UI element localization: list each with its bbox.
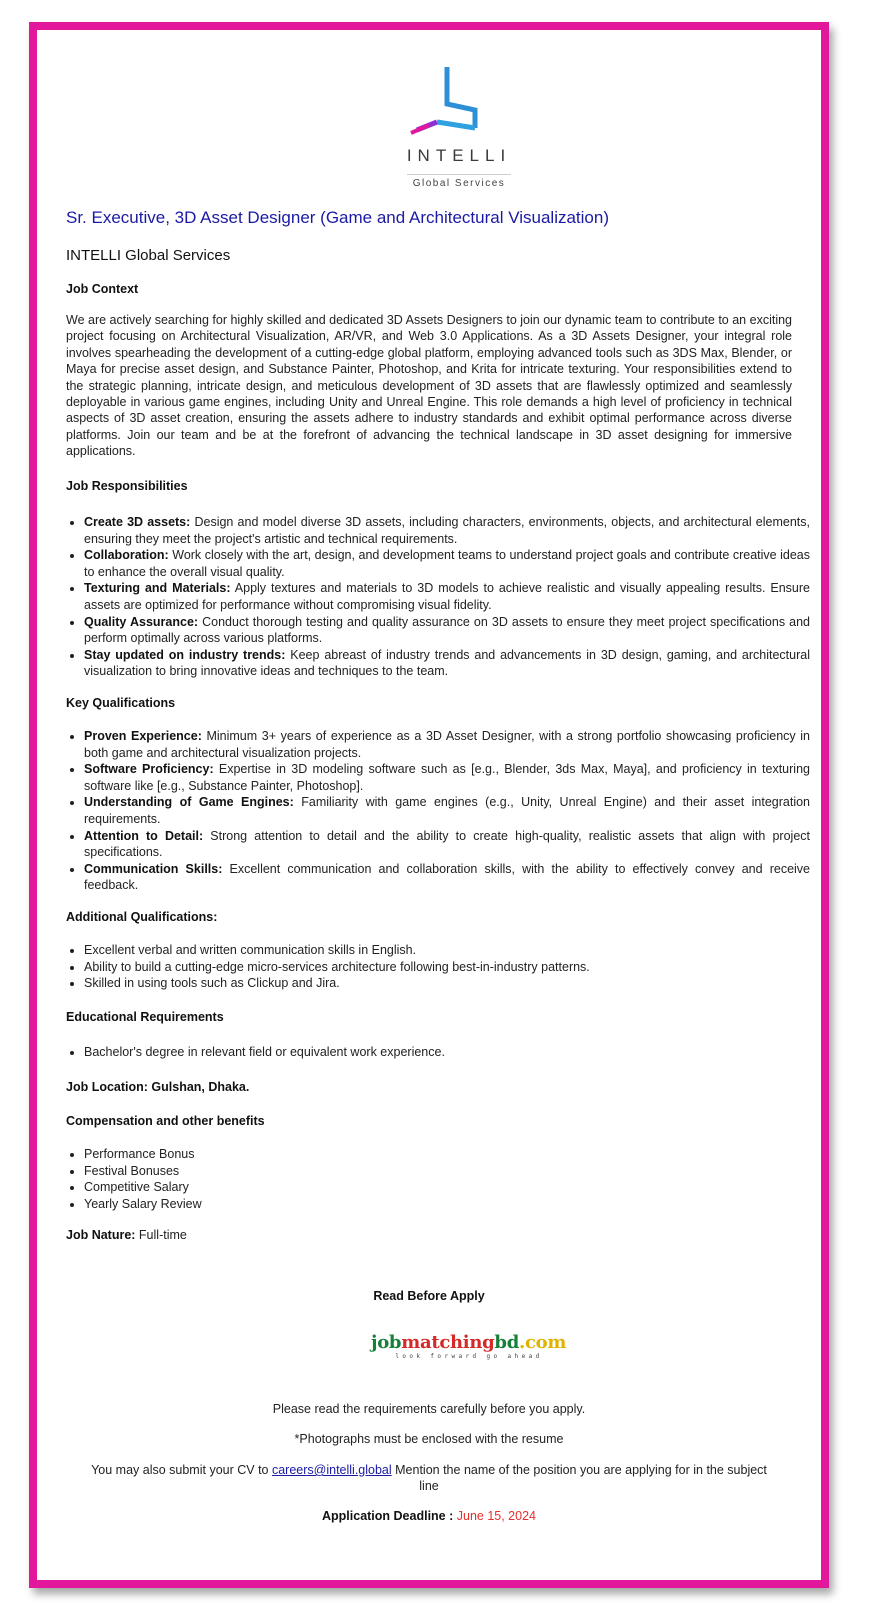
company-name: INTELLI Global Services <box>66 247 231 264</box>
key-qualification-item-text: Expertise in 3D modeling software such as [e.g., Blender, 3ds Max, Maya], and proficiency in texturing software like [e.g., Substance Painter, Photoshop]. <box>84 762 810 793</box>
additional-qualification-item: • Ability to build a cutting-edge micro-services architecture following best-in-industry patterns. <box>84 959 810 976</box>
jm-logo-com: .com <box>518 1332 567 1353</box>
education-heading: Educational Requirements <box>66 1010 224 1024</box>
responsibilities-heading: Job Responsibilities <box>66 479 188 493</box>
job-context-heading: Job Context <box>66 282 139 296</box>
responsibility-item <box>84 647 810 680</box>
logo-tagline: Global Services <box>412 178 506 189</box>
responsibility-item-label: Stay updated on industry trends: <box>84 647 286 662</box>
job-nature <box>66 1228 792 1242</box>
photo-note: *Photographs must be enclosed with the resume <box>294 1432 564 1446</box>
key-qualification-item-label: Communication Skills: <box>84 861 223 876</box>
responsibility-item-text: Design and model diverse 3D assets, including characters, environments, objects, and architectural elements, ensuring they meet the project's artistic and technical requirements. <box>84 515 811 546</box>
key-qualification-item <box>84 828 810 861</box>
jm-logo-job: job <box>371 1332 402 1353</box>
cv-submit-suffix: Mention the name of the position you are applying for in the subject line <box>391 1463 767 1493</box>
benefit-item: • Competitive Salary <box>84 1179 810 1196</box>
responsibility-item-label: Texturing and Materials: <box>84 581 231 596</box>
key-qualification-item-label: Attention to Detail: <box>84 828 204 843</box>
key-qualification-item <box>84 761 810 794</box>
responsibility-item-label: Collaboration: <box>84 548 169 563</box>
intelli-logo-icon <box>389 65 529 145</box>
benefits-heading: Compensation and other benefits <box>66 1114 265 1128</box>
responsibility-item <box>84 514 810 547</box>
jm-logo-bd: bd <box>494 1332 519 1353</box>
application-deadline <box>66 1509 792 1523</box>
careers-email-link[interactable]: careers@intelli.global <box>271 1463 392 1477</box>
responsibility-item-text: Work closely with the art, design, and development teams to understand project goals and contribute creative ideas to enhance the overall visual quality. <box>84 548 810 579</box>
key-qualifications-heading: Key Qualifications <box>66 696 176 710</box>
key-qualifications-list <box>66 728 810 894</box>
key-qualification-item-text: Strong attention to detail and the ability to create high-quality, realistic assets that align with project specifications. <box>84 828 810 860</box>
key-qualification-item <box>84 861 810 894</box>
benefit-item: • Yearly Salary Review <box>84 1196 810 1213</box>
apply-note: Please read the requirements carefully before you apply. <box>272 1402 586 1416</box>
deadline-date: June 15, 2024 <box>456 1509 536 1523</box>
logo-divider <box>407 174 511 175</box>
key-qualification-item <box>84 728 810 761</box>
key-qualification-item-label: Proven Experience: <box>84 729 202 743</box>
key-qualification-item-label: Software Proficiency: <box>84 762 214 777</box>
deadline-label: Application Deadline : <box>322 1509 457 1523</box>
education-list <box>66 1044 810 1061</box>
key-qualification-item-text: Excellent communication and collaboration skills, with the ability to effectively convey and receive feedback. <box>84 861 810 893</box>
jobmatchingbd-logo <box>371 1332 566 1362</box>
intelli-logo <box>389 65 529 195</box>
jm-logo-matching: matching <box>401 1332 495 1353</box>
key-qualification-item <box>84 794 810 827</box>
job-post-frame <box>29 22 829 1588</box>
key-qualification-item-text: Minimum 3+ years of experience as a 3D Asset Designer, with a strong portfolio showcasing proficiency in both game and architectural visualization projects. <box>84 729 811 760</box>
responsibility-item <box>84 614 810 647</box>
additional-qualification-item: • Excellent verbal and written communication skills in English. <box>84 942 810 959</box>
cv-submit-note <box>86 1462 772 1494</box>
responsibility-item <box>84 580 810 613</box>
benefit-item: • Performance Bonus <box>84 1146 810 1163</box>
responsibility-item-label: Create 3D assets: <box>84 515 191 529</box>
jm-logo-tagline: look forward go ahead <box>395 1353 543 1360</box>
responsibilities-list <box>66 514 810 680</box>
additional-qualifications-list <box>66 942 810 992</box>
key-qualification-item-text: Familiarity with game engines (e.g., Unity, Unreal Engine) and their asset integration requirements. <box>84 795 811 826</box>
job-title: Sr. Executive, 3D Asset Designer (Game and Architectural Visualization) <box>66 208 609 227</box>
responsibility-item-text: Apply textures and materials to 3D models to achieve realistic and visually appealing results. Ensure assets are optimized for performance without compromising visual fidelity. <box>84 581 811 612</box>
responsibility-item-text: Conduct thorough testing and quality assurance on 3D assets to ensure they meet project specifications and perform optimally across various platforms. <box>84 614 810 646</box>
responsibility-item-label: Quality Assurance: <box>84 614 199 629</box>
read-before-apply: Read Before Apply <box>373 1289 485 1303</box>
additional-qualification-item: • Skilled in using tools such as Clickup and Jira. <box>84 975 810 992</box>
cv-submit-prefix: You may also submit your CV to <box>91 1463 272 1477</box>
additional-qualifications-heading: Additional Qualifications: <box>66 910 218 924</box>
logo-brand: INTELLI <box>406 146 512 165</box>
responsibility-item-text: Keep abreast of industry trends and advancements in 3D design, gaming, and architectural visualization to bring innovative ideas and techniques to the team. <box>84 647 810 679</box>
education-item: • Bachelor's degree in relevant field or equivalent work experience. <box>84 1044 810 1061</box>
job-nature-label: Job Nature: <box>66 1228 136 1242</box>
responsibility-item <box>84 547 810 580</box>
key-qualification-item-label: Understanding of Game Engines: <box>84 795 294 810</box>
job-context-text: We are actively searching for highly skilled and dedicated 3D Assets Designers to join our dynamic team to contribute to an exciting project focusing on Architectural Visualization, AR/VR, and Web 3.0 Applications. As a 3D Assets Designer, your integral role involves spearheading the development of a cutting-edge global platform, employing advanced tools such as 3DS Max, Blender, or Maya for precise asset design, and Substance Painter, Photoshop, and Krita for intricate texturing. Your responsibilities extend to the strategic planning, intricate design, and meticulous development of 3D assets that are flawlessly optimized and seamlessly deployable in various game engines, including Unity and Unreal Engine. This role demands a high level of proficiency in technical aspects of 3D asset creation, ensuring the assets adhere to industry standards and exhibit optimal performance across diverse platforms. Join our team and be at the forefront of advancing the technical landscape in 3D asset designing for immersive applications. <box>66 313 792 459</box>
job-location: Job Location: Gulshan, Dhaka. <box>66 1080 250 1094</box>
job-nature-value: Full-time <box>135 1228 187 1242</box>
benefit-item: • Festival Bonuses <box>84 1163 810 1180</box>
benefits-list <box>66 1146 810 1212</box>
